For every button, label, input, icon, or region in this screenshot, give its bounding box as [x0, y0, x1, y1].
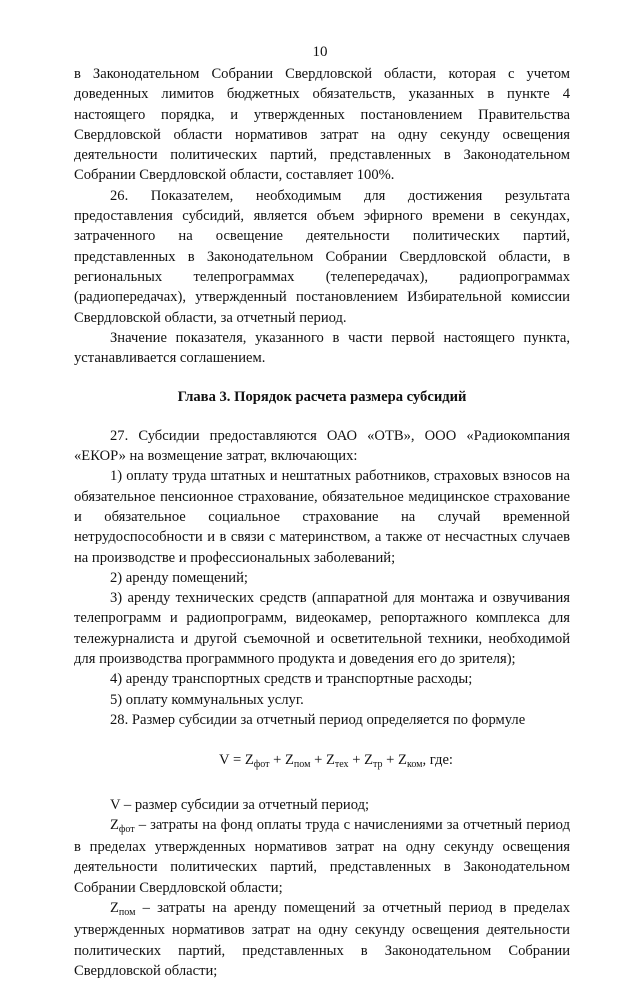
- paragraph-26: 26. Показателем, необходимым для достижения результата предоставления субсидий, является объем эфирного времени в секундах, затраченного на освещение деятельности политических партий, представленных в Законодательном Собрании Свердловской области, в региональных телепрограммах (телепередачах), радиопрограммах (радиопередачах), утвержденный постановлением Избирательной комиссии Свердловской области, за отчетный период.: [74, 187, 570, 326]
- formula-sub-tr: тр: [373, 759, 383, 771]
- formula-sub-fot: фот: [253, 759, 270, 771]
- formula-tail: , где:: [422, 752, 453, 769]
- paragraph-28: 28. Размер субсидии за отчетный период определяется по формуле: [110, 711, 526, 728]
- paragraph-27: 27. Субсидии предоставляются ОАО «ОТВ», ООО «Радиокомпания «ЕКОР» на возмещение затрат, включающих:: [74, 427, 570, 465]
- definition-z-pom: $Z_{пом}$ – затраты на аренду помещений за отчетный период в пределах утвержденных нормативов затрат на одну секунду освещения деятельности политических партий, представленных в Законодательном Собрании Свердловской области;: [74, 899, 570, 979]
- definition-z-fot: $Z_{фот}$ – затраты на фонд оплаты труда с начислениями за отчетный период в пределах утвержденных нормативов затрат на одну секунду освещения деятельности политических партий, представленных в Законодательном Собрании Свердловской области;: [74, 816, 570, 896]
- formula-sub-teh: тех: [334, 759, 349, 771]
- formula-sub-pom: пом: [293, 759, 311, 771]
- list-item-4: 4) аренду транспортных средств и транспортные расходы;: [110, 671, 473, 688]
- list-item-1: 1) оплату труда штатных и нештатных работников, страховых взносов на обязательное пенсионное страхование, обязательное медицинское страхование и обязательное социальное страхование на случай временной нетрудоспособности и в связи с материнством, а также от несчастных случаев на производстве и профессиональных заболеваний;: [74, 468, 570, 566]
- formula-lhs: V =: [219, 752, 245, 769]
- page-number: 10: [312, 44, 328, 60]
- paragraph-continuation: в Законодательном Собрании Свердловской области, которая с учетом доведенных лимитов бюджетных обязательств, указанных в пункте 4 настоящего порядка, и утвержденных постановлением Правительства Свердловской области нормативов затрат на одну секунду освещения деятельности политических партий, представленных в Законодательном Собрании Свердловской области, составляет 100%.: [74, 66, 570, 184]
- list-item-5: 5) оплату коммунальных услуг.: [110, 691, 304, 708]
- list-item-3: 3) аренду технических средств (аппаратной для монтажа и озвучивания телепрограмм и радиопрограмм, видеокамер, репортажного комплекса для тележурналиста и другой съемочной и осветительной техники, необходимой для производства программного продукта и доведения его до зрителя);: [74, 590, 570, 668]
- document-body: [74, 64, 570, 981]
- formula-sub-kom: ком: [406, 759, 423, 771]
- subsidy-formula: $V = Z_{фот} + Z_{пом} + Z_{тех} + Z_{тр} + Z_{ком}$, где:: [219, 752, 453, 771]
- definition-v: V – размер субсидии за отчетный период;: [110, 796, 370, 813]
- chapter-heading: Глава 3. Порядок расчета размера субсидий: [177, 389, 467, 406]
- list-item-2: 2) аренду помещений;: [110, 569, 248, 586]
- paragraph-indicator-value: Значение показателя, указанного в части первой настоящего пункта, устанавливается соглашением.: [74, 329, 570, 367]
